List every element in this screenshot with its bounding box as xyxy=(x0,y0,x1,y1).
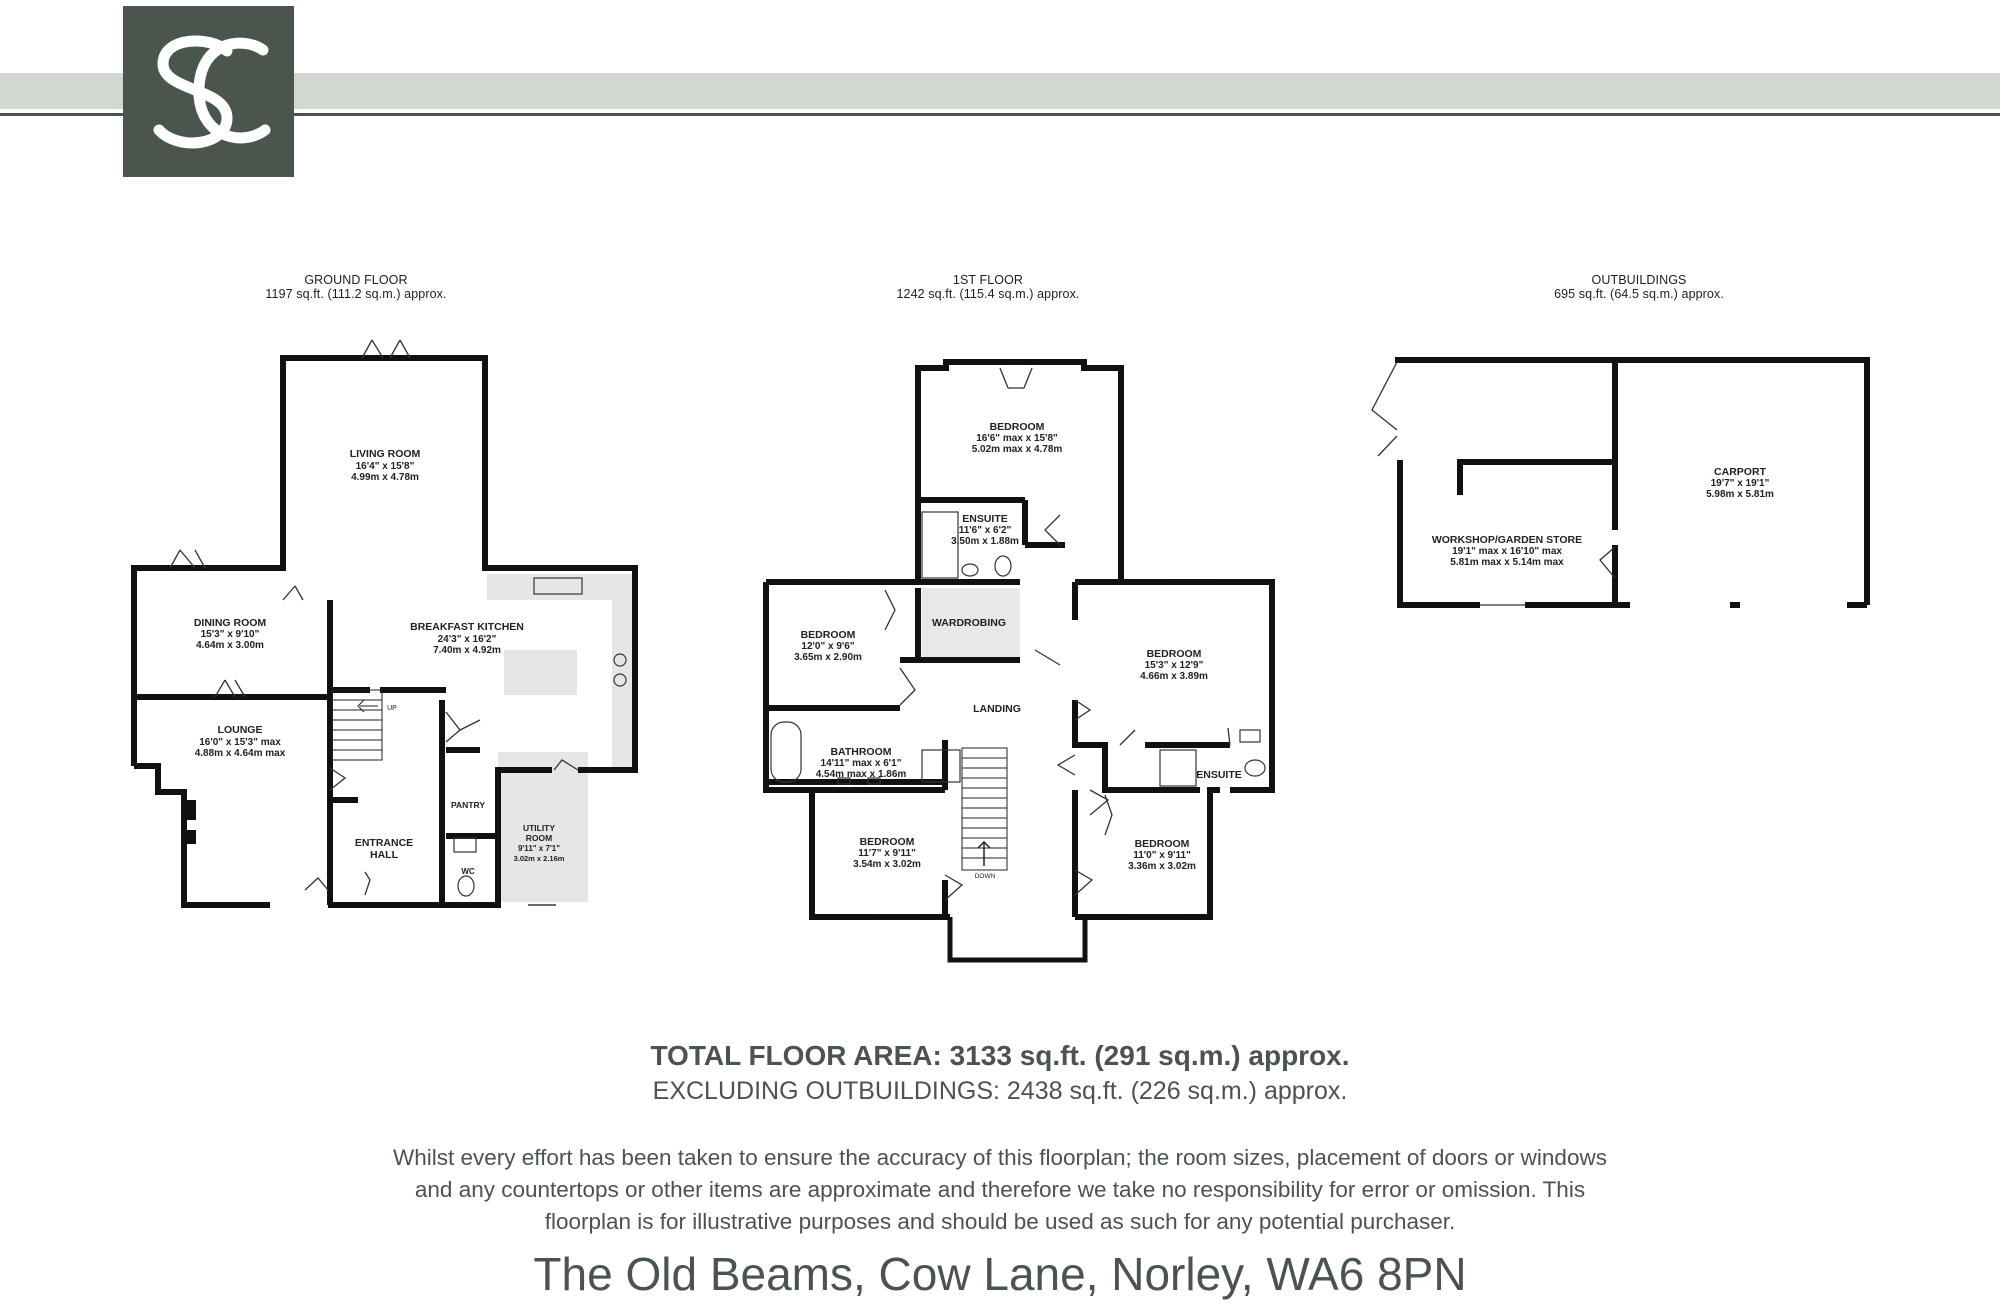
front-bay xyxy=(950,917,1085,960)
first-floor-stairs xyxy=(962,748,1007,870)
living-room-label: LIVING ROOM xyxy=(349,448,421,460)
bedroom-right-label: BEDROOM xyxy=(1146,648,1202,660)
floor-area-summary xyxy=(0,1038,2000,1108)
total-floor-area: TOTAL FLOOR AREA: 3133 sq.ft. (291 sq.m.) approx. xyxy=(650,1040,1350,1071)
ground-floor-stairs xyxy=(332,690,382,760)
disclaimer: Whilst every effort has been taken to ensure the accuracy of this floorplan; the room sizes, placement of doors or windows and any countertops or other items are approximate and therefore we take no responsibility for error or omission. This floorplan is for illustrative purposes and should be used as such for any potential purchaser. xyxy=(393,1145,1607,1234)
landing-label: LANDING xyxy=(973,703,1021,715)
outbuildings-name: OUTBUILDINGS xyxy=(1591,273,1687,287)
bathroom-imperial: 14'11" max x 6'1" xyxy=(820,758,902,769)
stair-up-label: UP xyxy=(387,705,397,712)
entrance-hall-label-2: HALL xyxy=(370,849,398,861)
bedroom-right-metric: 4.66m x 3.89m xyxy=(1140,671,1208,682)
breakfast-kitchen-label: BREAKFAST KITCHEN xyxy=(410,621,524,633)
dining-room-metric: 4.64m x 3.00m xyxy=(196,640,264,651)
bedroom-top-metric: 5.02m max x 4.78m xyxy=(971,444,1063,455)
living-room-metric: 4.99m x 4.78m xyxy=(351,472,419,483)
workshop-metric: 5.81m max x 5.14m max xyxy=(1450,557,1564,568)
wardrobing-label: WARDROBING xyxy=(931,617,1007,629)
bedroom-top-label: BEDROOM xyxy=(989,421,1045,433)
bedroom-bottom-right-label: BEDROOM xyxy=(1134,838,1190,850)
ensuite-right-label: ENSUITE xyxy=(1196,769,1242,781)
outbuildings-walls xyxy=(1395,360,1867,605)
bedroom-top-imperial: 16'6" max x 15'8" xyxy=(976,433,1058,444)
breakfast-kitchen-imperial: 24'3" x 16'2" xyxy=(437,634,497,645)
outbuildings-doors xyxy=(1372,362,1615,605)
bedroom-bottom-left-label: BEDROOM xyxy=(859,836,915,848)
dining-room-label: DINING ROOM xyxy=(193,617,267,629)
first-floor-name: 1ST FLOOR xyxy=(952,273,1024,287)
first-floor-area: 1242 sq.ft. (115.4 sq.m.) approx. xyxy=(896,286,1080,301)
ensuite-top-metric: 3.50m x 1.88m xyxy=(951,536,1019,547)
carport-label: CARPORT xyxy=(1714,466,1766,478)
bedroom-right-imperial: 15'3" x 12'9" xyxy=(1144,660,1204,671)
utility-room-metric: 3.02m x 2.16m xyxy=(513,854,565,863)
living-room-imperial: 16'4" x 15'8" xyxy=(355,461,415,472)
bedroom-left-label: BEDROOM xyxy=(800,629,856,641)
excluding-outbuildings-area: EXCLUDING OUTBUILDINGS: 2438 sq.ft. (226 sq.m.) approx. xyxy=(652,1077,1348,1105)
lounge-metric: 4.88m x 4.64m max xyxy=(194,748,286,759)
bedroom-bottom-left-metric: 3.54m x 3.02m xyxy=(853,859,921,870)
utility-room-label-1: UTILITY xyxy=(522,823,556,833)
ensuite-top-imperial: 11'6" x 6'2" xyxy=(958,525,1012,536)
outbuildings-plan xyxy=(1372,360,1867,605)
ground-floor-name: GROUND FLOOR xyxy=(304,273,408,287)
utility-room-label-2: ROOM xyxy=(525,833,553,843)
pantry-label: PANTRY xyxy=(451,800,485,810)
workshop-imperial: 19'1" max x 16'10" max xyxy=(1452,546,1562,557)
carport-imperial: 19'7" x 19'1" xyxy=(1710,478,1770,489)
bedroom-left-imperial: 12'0" x 9'6" xyxy=(801,641,855,652)
bedroom-bottom-left-imperial: 11'7" x 9'11" xyxy=(858,848,916,859)
bathroom-metric: 4.54m max x 1.86m xyxy=(815,769,907,780)
utility-room-imperial: 9'11" x 7'1" xyxy=(517,844,561,853)
lounge-label: LOUNGE xyxy=(217,724,263,736)
bathroom-label: BATHROOM xyxy=(830,746,892,758)
carport-metric: 5.98m x 5.81m xyxy=(1706,489,1774,500)
lounge-imperial: 16'0" x 15'3" max xyxy=(199,737,281,748)
bedroom-bottom-right-metric: 3.36m x 3.02m xyxy=(1128,861,1196,872)
ground-floor-area: 1197 sq.ft. (111.2 sq.m.) approx. xyxy=(265,286,447,301)
bedroom-bottom-right-imperial: 11'0" x 9'11" xyxy=(1133,850,1191,861)
first-floor-plan xyxy=(766,362,1272,960)
breakfast-kitchen-metric: 7.40m x 4.92m xyxy=(433,645,501,656)
stair-down-label: DOWN xyxy=(974,873,996,880)
ground-floor-plan xyxy=(134,340,635,905)
ensuite-top-label: ENSUITE xyxy=(962,513,1008,525)
outbuildings-area: 695 sq.ft. (64.5 sq.m.) approx. xyxy=(1554,286,1724,301)
entrance-hall-label-1: ENTRANCE xyxy=(354,837,414,849)
property-address: The Old Beams, Cow Lane, Norley, WA6 8PN xyxy=(533,1248,1467,1300)
bedroom-left-metric: 3.65m x 2.90m xyxy=(794,652,862,663)
workshop-label: WORKSHOP/GARDEN STORE xyxy=(1431,534,1583,546)
wc-label: WC xyxy=(461,867,475,876)
dining-room-imperial: 15'3" x 9'10" xyxy=(200,629,260,640)
